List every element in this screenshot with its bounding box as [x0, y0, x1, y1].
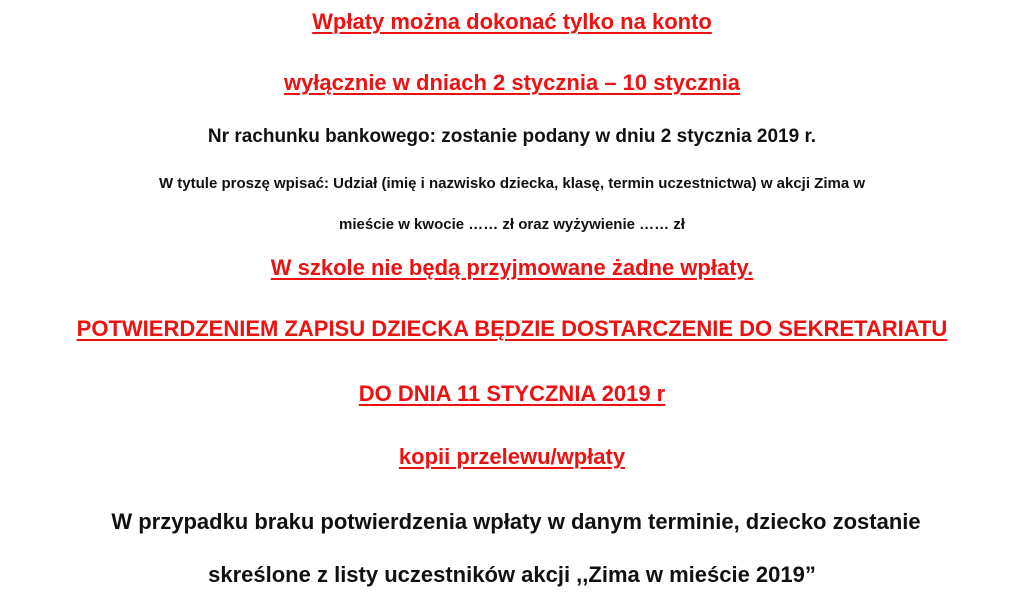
- no-school-payments-notice: W szkole nie będą przyjmowane żadne wpłaty.: [270, 255, 754, 280]
- bank-account-info: Nr rachunku bankowego: zostanie podany w dniu 2 stycznia 2019 r.: [207, 126, 817, 147]
- payment-account-notice: Wpłaty można dokonać tylko na konto: [312, 9, 712, 34]
- removal-warning-cont: skreślone z listy uczestników akcji ,,Zima w mieście 2019”: [208, 562, 816, 587]
- transfer-title-instructions: W tytule proszę wpisać: Udział (imię i nazwisko dziecka, klasę, termin uczestnictwa) w akcji Zima w: [158, 175, 866, 192]
- payment-date-range: wyłącznie w dniach 2 stycznia – 10 stycznia: [283, 70, 741, 95]
- transfer-title-instructions-cont: mieście w kwocie …… zł oraz wyżywienie …… zł: [339, 216, 685, 233]
- confirmation-deadline: DO DNIA 11 STYCZNIA 2019 r: [358, 381, 666, 406]
- registration-confirmation-notice: POTWIERDZENIEM ZAPISU DZIECKA BĘDZIE DOSTARCZENIE DO SEKRETARIATU: [76, 316, 948, 341]
- removal-warning: W przypadku braku potwierdzenia wpłaty w danym terminie, dziecko zostanie: [111, 509, 921, 534]
- transfer-copy-requirement: kopii przelewu/wpłaty: [398, 444, 626, 469]
